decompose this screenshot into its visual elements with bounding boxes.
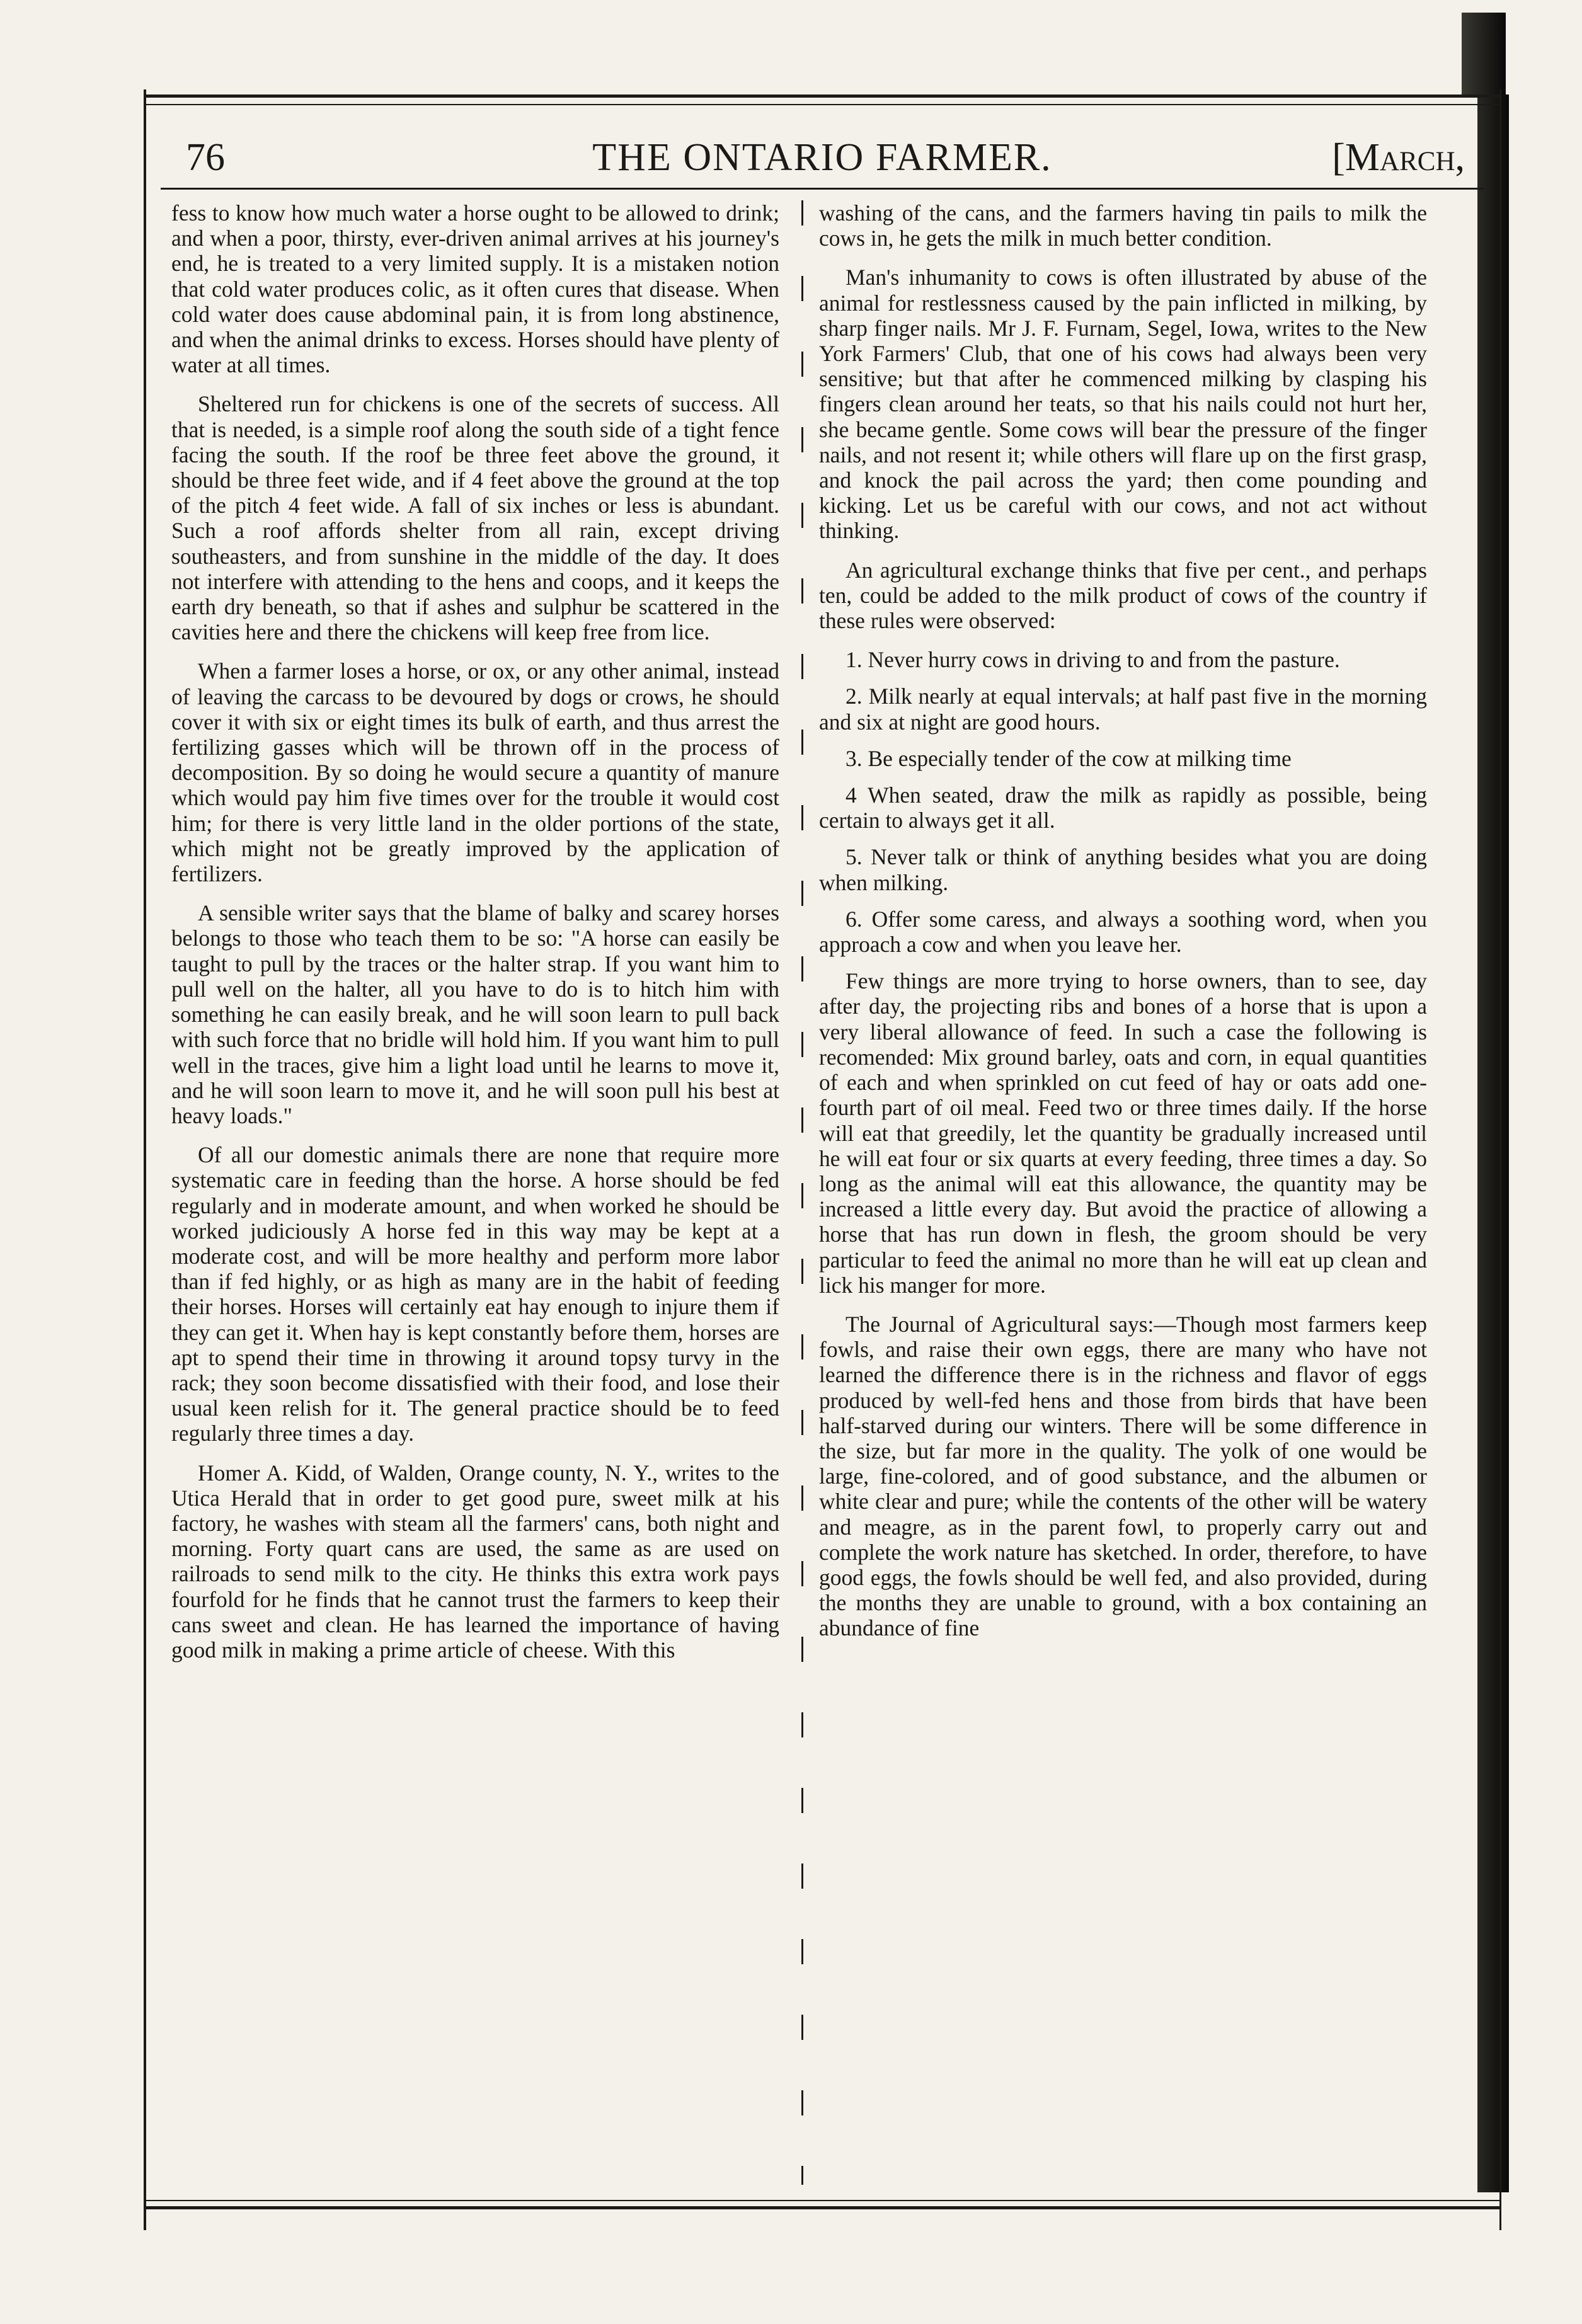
- header-underline: [161, 188, 1484, 190]
- paragraph-milk-cans: Homer A. Kidd, of Walden, Orange county, N. Y., writes to the Utica Herald that in order to get good pure, sweet milk at his factory, he washes with steam all the farmers' cans, both night and morning. Forty quart cans are used, the same as are used on railroads to send milk to the city. He thinks this extra work pays fourfold for he finds that he cannot trust the farmers to keep their cans sweet and clean. He has learned the importance of having good milk in making a prime article of cheese. With this: [171, 1460, 779, 1663]
- paragraph-cows: Man's inhumanity to cows is often illustrated by abuse of the animal for restlessness caused by the pain inflicted in milking, by sharp finger nails. Mr J. F. Furnam, Segel, Iowa, writes to the New York Farmers' Club, that one of his cows had always been very sensitive; but that after he commenced milking by clasping his fingers clean around her teats, so that his nails could not hurt her, she became gentle. Some cows will bear the pressure of the finger nails, and not resent it; while others will flare up on the first grasp, and knock the pail across the yard; then come pounding and kicking. Let us be careful with our cows, and not act without thinking.: [819, 265, 1427, 544]
- rule-item: 3. Be especially tender of the cow at milking time: [845, 745, 1292, 771]
- page-header: [161, 129, 1484, 186]
- paragraph-carcass: When a farmer loses a horse, or ox, or any other animal, instead of leaving the carcass to be devoured by dogs or crows, he should cover it with six or eight times its bulk of earth, and thus arrest the fertilizing gasses which will be thrown off in the process of decomposition. By so doing he would secure a quantity of manure which would pay him five times over for the trouble it would cost him; for there is very little land in the older portions of the state, which might not be greatly improved by the application of fertilizers.: [171, 658, 779, 887]
- rule-item: 1. Never hurry cows in driving to and from the pasture.: [845, 647, 1340, 673]
- paragraph-continuation: washing of the cans, and the farmers having tin pails to milk the cows in, he gets the milk in much better condition.: [819, 200, 1427, 251]
- top-rule: [144, 94, 1501, 98]
- paragraph-balky-horses: A sensible writer says that the blame of balky and scarey horses belongs to those who teach them to be so: "A horse can easily be taught to pull by the traces or the halter strap. If you want him to pull well on the halter, all you have to do is to hitch him with something he can easily break, and he will soon learn to pull back with such force that no bridle will hold him. If you want him to pull well in the traces, give him a light load until he learns to move it, and he will soon learn to move it, and he will soon pull his best at heavy loads.": [171, 900, 779, 1128]
- rule-item: 6. Offer some caress, and always a soothing word, when you approach a cow and when you leave her.: [819, 906, 1427, 958]
- paragraph-exchange: An agricultural exchange thinks that five per cent., and perhaps ten, could be added to the milk product of cows of the country if these rules were observed:: [819, 557, 1427, 634]
- paragraph-feeding: Of all our domestic animals there are none that require more systematic care in feeding than the horse. A horse should be fed regularly and in moderate amount, and when worked he should be worked judiciously A horse fed in this way may be kept at a moderate cost, and will be more healthy and perform more labor than if fed highly, or as high as many are in the habit of feeding their horses. Horses will certainly eat hay enough to injure them if they can get it. When hay is kept constantly before them, horses are apt to spend their time in throwing it around topsy turvy in the rack; they soon become dissatisfied with their food, and lose their usual keen relish for it. The general practice should be to feed regularly three times a day.: [171, 1142, 779, 1446]
- bottom-rule-thin: [144, 2200, 1501, 2201]
- left-column: [171, 200, 779, 2185]
- paragraph-eggs: The Journal of Agricultural says:—Though most farmers keep fowls, and raise their own eggs, there are many who have not learned the difference there is in the richness and flavor of eggs produced by well-fed hens and those from birds that have been half-starved during our winters. There will be some difference in the size, but far more in the quality. The yolk of one would be large, fine-colored, and of good substance, and the albumen or white clear and pure; while the contents of the other will be watery and meagre, as in the parent fowl, to properly carry out and complete the work nature has sketched. In order, therefore, to have good eggs, the fowls should be well fed, and also provided, during the months they are unable to ground, with a box containing an abundance of fine: [819, 1311, 1427, 1641]
- paragraph-water: fess to know how much water a horse ought to be allowed to drink; and when a poor, thirsty, ever-driven animal arrives at his journey's end, he is treated to a very limited supply. It is a mistaken notion that cold water produces colic, as it often cures that disease. When cold water does cause abdominal pain, it is from long abstinence, and when the animal drinks to excess. Horses should have plenty of water at all times.: [171, 200, 779, 378]
- top-rule-thin: [144, 104, 1501, 105]
- paragraph-chickens: Sheltered run for chickens is one of the secrets of success. All that is needed, is a simple roof along the south side of a tight fence facing the south. If the roof be three feet above the ground, it should be three feet wide, and if 4 feet above the ground at the top of the pitch 4 feet wide. A fall of six inches or less is abundant. Such a roof affords shelter from all rain, except driving southeasters, and from sunshine in the middle of the day. It does not interfere with attending to the hens and coops, and it keeps the earth dry beneath, so that if ashes and sulphur be scattered in the cavities here and there the chickens will keep free from lice.: [171, 391, 779, 645]
- column-divider: [801, 200, 803, 2185]
- paragraph-horse-feed: Few things are more trying to horse owners, than to see, day after day, the projecting ribs and bones of a horse that is upon a very liberal allowance of feed. In such a case the following is recomended: Mix ground barley, oats and corn, in equal quantities of each and when sprinkled on cut feed of hay or oats add one-fourth part of oil meal. Feed two or three times daily. If the horse will eat that greedily, let the quantity be gradually increased until he will eat four or six quarts at every feeding, three times a day. So long as the animal will eat this allowance, the quantity may be increased a little every day. But avoid the practice of allowing a horse that has run down in flesh, the groom should be very particular to feed the animal no more than he will eat up clean and lick his manger for more.: [819, 968, 1427, 1298]
- issue-month: [March,: [1332, 136, 1465, 179]
- page-edge-shadow-top: [1462, 13, 1506, 94]
- rule-item: 4 When seated, draw the milk as rapidly as possible, being certain to always get it all.: [819, 782, 1427, 833]
- journal-title: THE ONTARIO FARMER.: [592, 136, 1052, 179]
- bottom-rule: [144, 2206, 1501, 2209]
- right-column: [819, 200, 1427, 2185]
- rule-item: 2. Milk nearly at equal intervals; at half past five in the morning and six at night are good hours.: [819, 684, 1427, 735]
- page-number: 76: [186, 136, 225, 179]
- rule-item: 5. Never talk or think of anything besides what you are doing when milking.: [819, 844, 1427, 895]
